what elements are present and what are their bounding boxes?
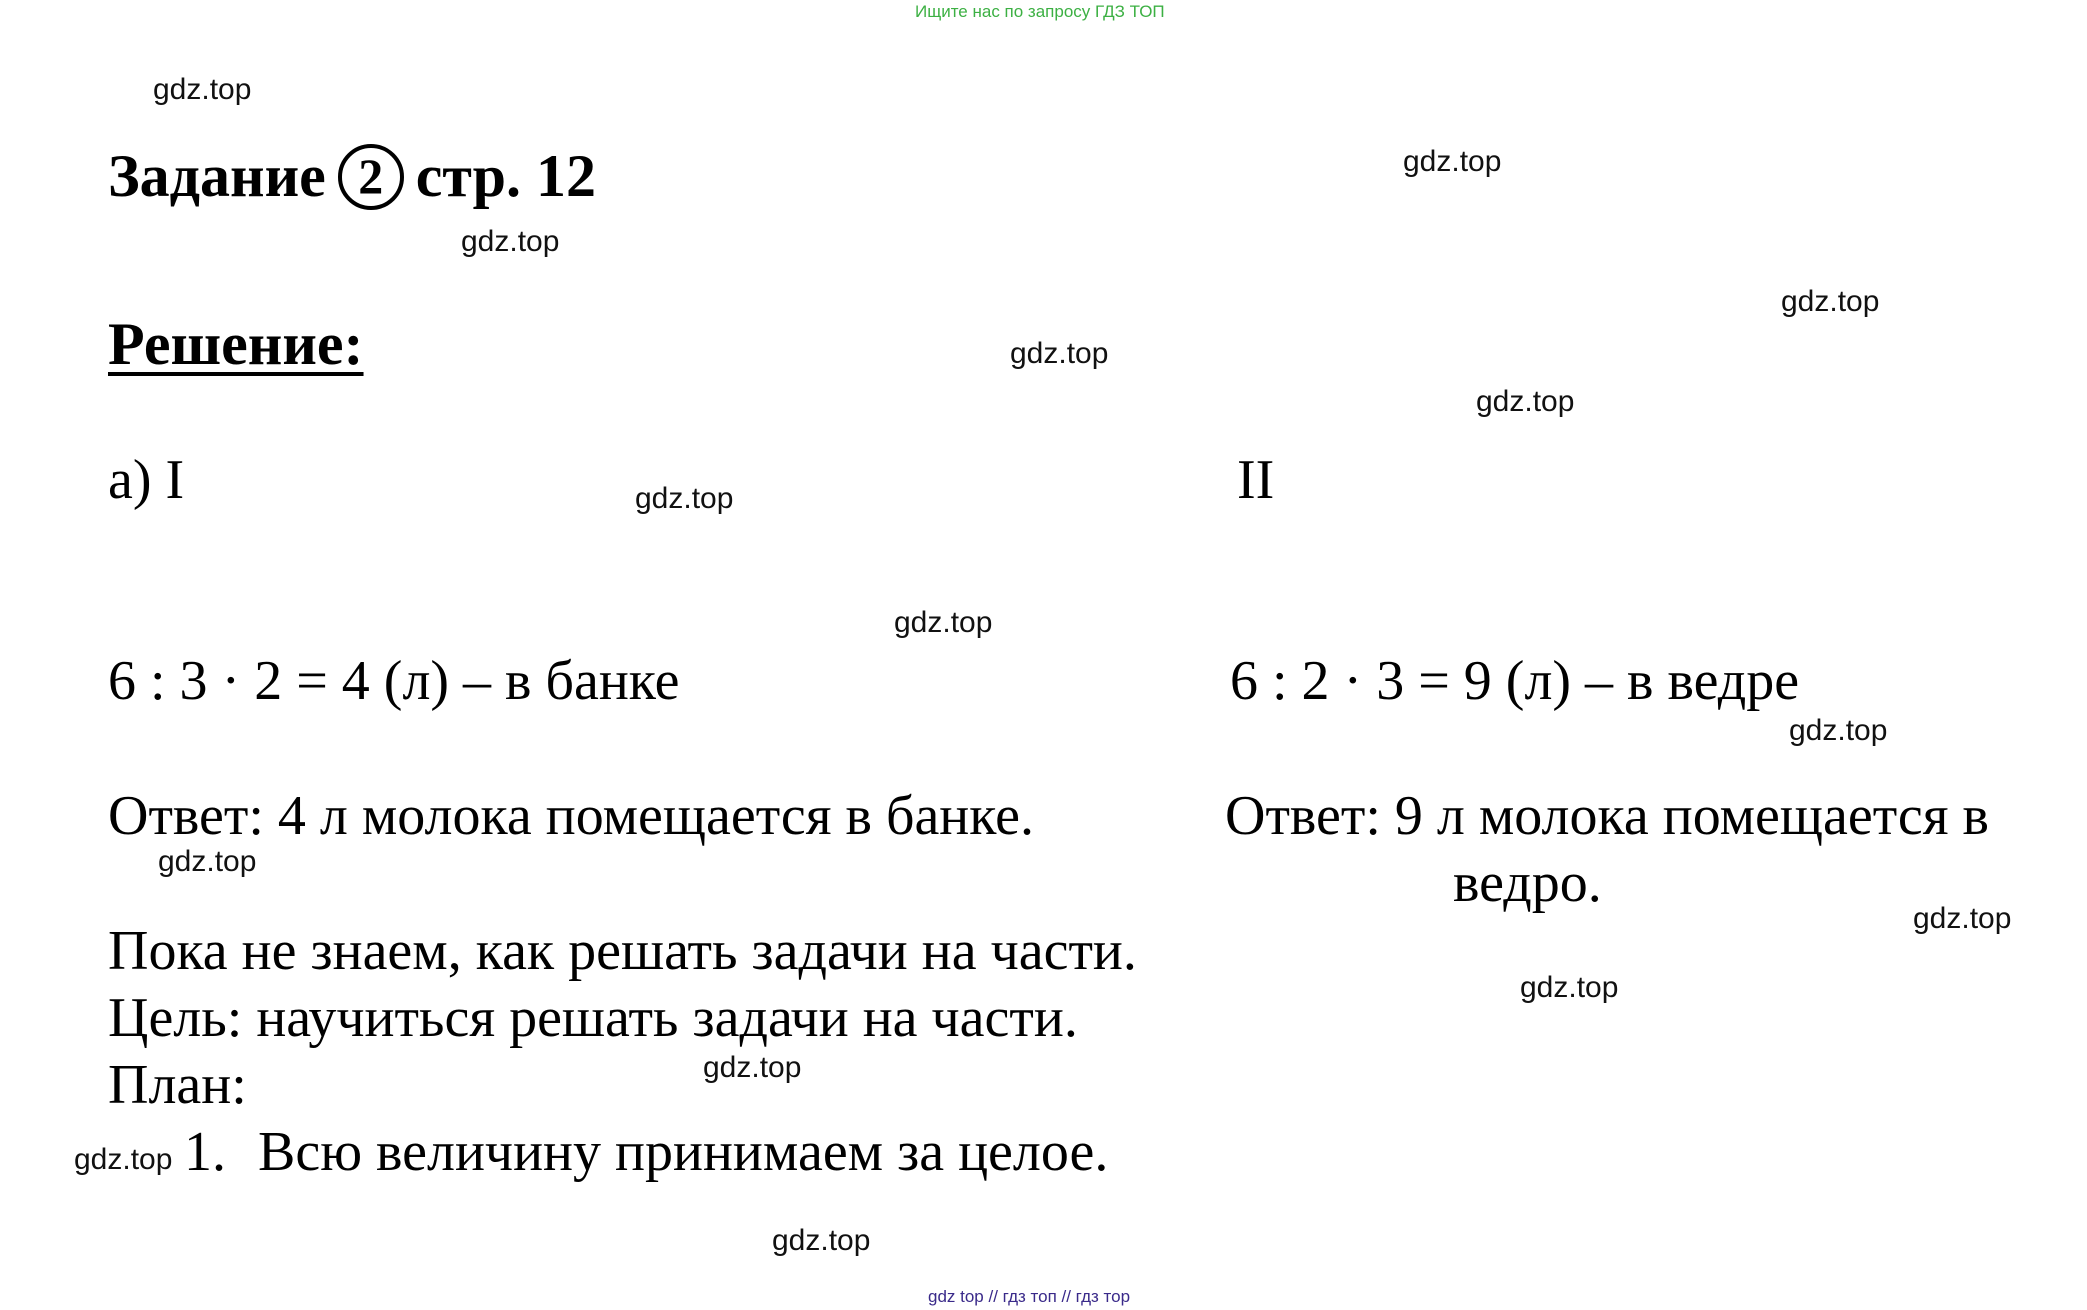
answer-right-line1: Ответ: 9 л молока помещается в [1225, 785, 1989, 847]
watermark: gdz.top [703, 1051, 802, 1084]
part-a-right-label: II [1237, 449, 1275, 511]
watermark: gdz.top [1789, 714, 1888, 747]
watermark: gdz.top [1476, 385, 1575, 418]
part-a-label: а) I [108, 449, 185, 511]
top-banner[interactable]: Ищите нас по запросу ГДЗ ТОП [915, 2, 1165, 21]
plan-item-text: Всю величину принимаем за целое. [258, 1121, 1109, 1183]
plan-item-number: 1. [184, 1121, 226, 1183]
text-line-2: Цель: научиться решать задачи на части. [108, 987, 1078, 1049]
equation-right: 6 : 2 · 3 = 9 (л) – в ведре [1230, 650, 1800, 712]
task-heading-page: стр. 12 [415, 143, 597, 209]
watermark: gdz.top [772, 1224, 871, 1257]
task-heading-prefix: Задание [108, 143, 326, 209]
watermark: gdz.top [1403, 145, 1502, 178]
equation-left: 6 : 3 · 2 = 4 (л) – в банке [108, 650, 680, 712]
watermark: gdz.top [1913, 902, 2012, 935]
watermark: gdz.top [1010, 337, 1109, 370]
watermark: gdz.top [74, 1143, 173, 1176]
watermark: gdz.top [635, 482, 734, 515]
watermark: gdz.top [158, 845, 257, 878]
solution-label: Решение: [108, 311, 364, 377]
watermark: gdz.top [1520, 971, 1619, 1004]
answer-right-line2: ведро. [1453, 852, 1602, 914]
watermark: gdz.top [153, 73, 252, 106]
answer-left: Ответ: 4 л молока помещается в банке. [108, 785, 1034, 847]
watermark: gdz.top [894, 606, 993, 639]
watermark: gdz.top [1781, 285, 1880, 318]
footer-links[interactable]: gdz top // гдз топ // гдз тор [928, 1287, 1131, 1306]
task-number-circle: 2 [338, 144, 404, 210]
text-line-3: План: [108, 1054, 247, 1116]
watermark: gdz.top [461, 225, 560, 258]
text-line-1: Пока не знаем, как решать задачи на части. [108, 920, 1137, 982]
task-heading [108, 143, 597, 215]
